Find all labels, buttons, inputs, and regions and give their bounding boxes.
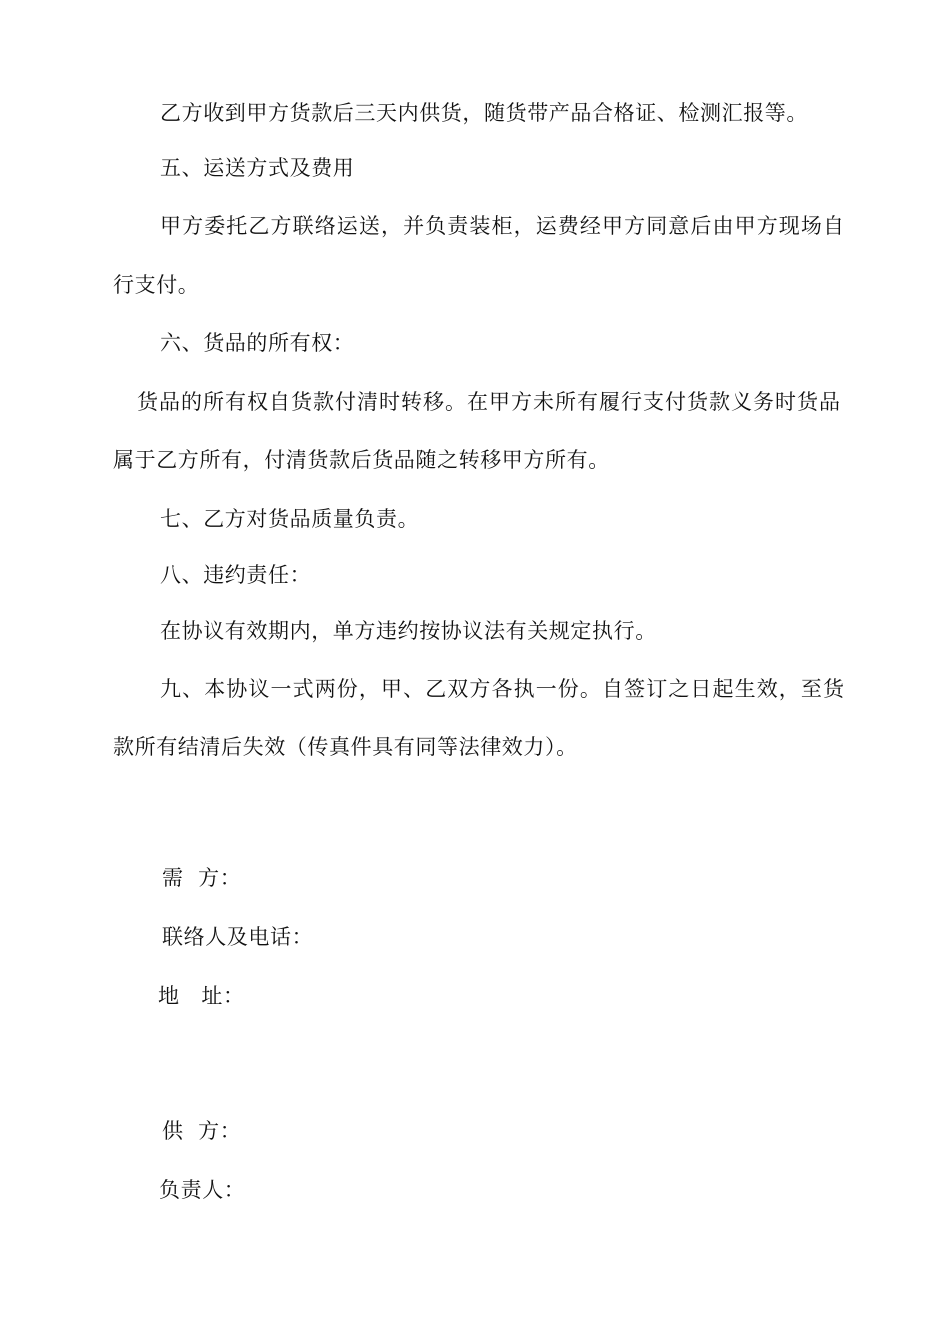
contact-label: 联络人及电话：: [162, 925, 314, 949]
heading-liability: 八、违约责任：: [160, 563, 312, 587]
paragraph-ownership-line2: 属于乙方所有，付清货款后货品随之转移甲方所有。: [113, 448, 610, 472]
paragraph-copies-line1: 九、本协议一式两份，甲、乙双方各执一份。自签订之日起生效，至货: [160, 677, 846, 701]
paragraph-shipping-line2: 行支付。: [113, 273, 200, 297]
paragraph-ownership-line1: 货品的所有权自货款付清时转移。在甲方未所有履行支付货款义务时货品: [137, 390, 841, 414]
address-label: 地 址：: [158, 984, 245, 1008]
responsible-label: 负责人：: [159, 1178, 246, 1202]
heading-shipping: 五、运送方式及费用: [160, 156, 355, 180]
buyer-label: 需 方：: [162, 866, 242, 890]
heading-ownership: 六、货品的所有权：: [160, 331, 355, 355]
paragraph-shipping-line1: 甲方委托乙方联络运送，并负责装柜，运费经甲方同意后由甲方现场自: [160, 214, 846, 238]
paragraph-copies-line2: 款所有结清后失效（传真件具有同等法律效力）。: [113, 735, 578, 759]
paragraph-liability: 在协议有效期内，单方违约按协议法有关规定执行。: [160, 619, 657, 643]
heading-quality: 七、乙方对货品质量负责。: [160, 507, 420, 531]
supplier-label: 供 方：: [162, 1119, 242, 1143]
paragraph-delivery: 乙方收到甲方货款后三天内供货，随货带产品合格证、检测汇报等。: [160, 101, 808, 125]
